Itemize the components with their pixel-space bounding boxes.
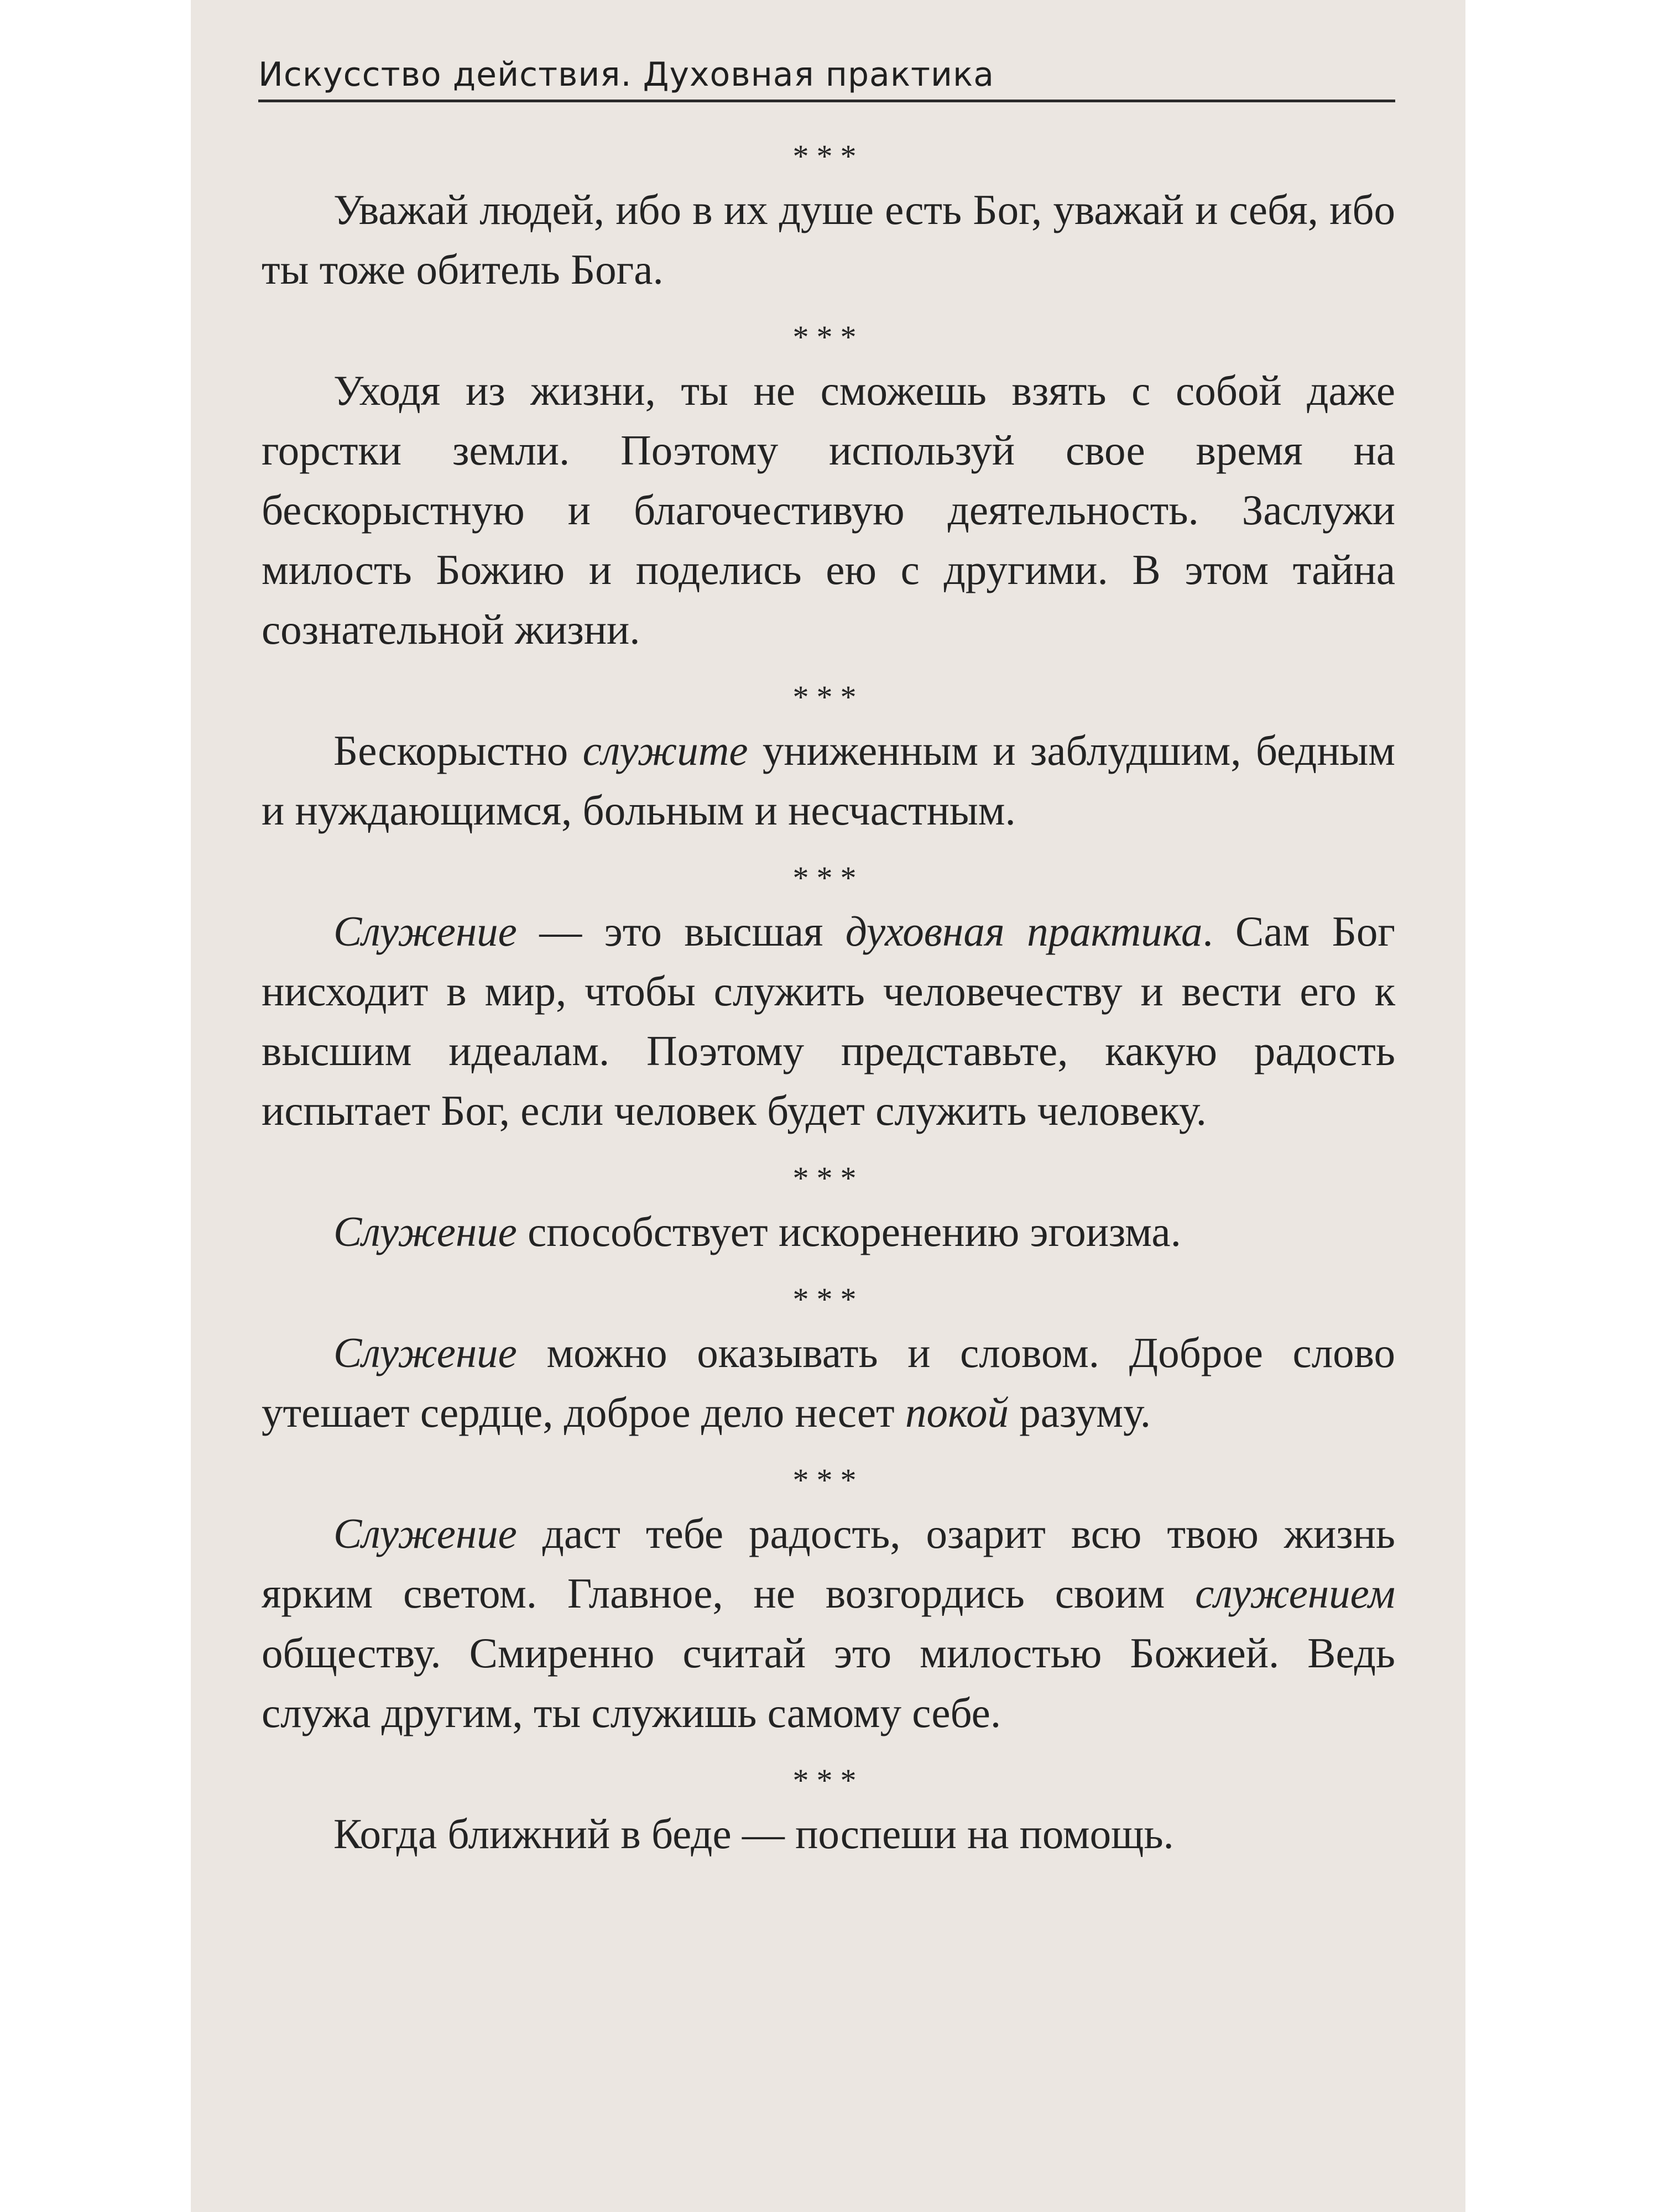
italic-emphasis: Служение — [333, 907, 517, 955]
italic-emphasis: Служение — [333, 1208, 517, 1255]
section-separator: *** — [792, 679, 864, 715]
section-separator: *** — [792, 138, 864, 174]
section-separator: *** — [792, 1281, 864, 1317]
book-page — [191, 0, 1465, 2212]
paragraph: Уважай людей, ибо в их душе есть Бог, уважай и себя, ибо ты тоже обитель Бога. — [262, 186, 1395, 293]
italic-emphasis: покой — [905, 1389, 1009, 1436]
paragraph: Служение — это высшая духовная практика. Сам Бог нисходит в мир, чтобы служить человечеству и вести его к высшим идеалам. Поэтому представьте, какую радость испытает Бог, если человек будет служить человеку. — [262, 907, 1395, 1134]
paragraph: Уходя из жизни, ты не сможешь взять с собой даже горстки земли. Поэтому используй свое время на бескорыстную и благочестивую деятельность. Заслужи милость Божию и поделись ею с другими. В этом тайна сознательной жизни. — [262, 367, 1395, 653]
section-separator: *** — [792, 1762, 864, 1798]
italic-emphasis: Служение — [333, 1510, 517, 1557]
paragraph: Служение способствует искоренению эгоизма. — [333, 1208, 1181, 1255]
paragraph: Когда ближний в беде — поспеши на помощь. — [333, 1810, 1174, 1858]
running-header — [258, 44, 1395, 102]
paragraph: Бескорыстно служите униженным и заблудшим, бедным и нуждающимся, больным и несчастным. — [262, 727, 1395, 834]
section-separator: *** — [792, 860, 864, 896]
paragraph: Служение можно оказывать и словом. Доброе слово утешает сердце, доброе дело несет покой разуму. — [262, 1329, 1395, 1436]
section-separator: *** — [792, 1462, 864, 1498]
italic-emphasis: Служение — [333, 1329, 517, 1376]
italic-emphasis: служением — [1195, 1569, 1395, 1617]
italic-emphasis: служите — [582, 727, 748, 774]
page-body — [262, 135, 1395, 1881]
paragraph: Служение даст тебе радость, озарит всю твою жизнь ярким светом. Главное, не возгордись своим служением обществу. Смиренно считай это милостью Божией. Ведь служа другим, ты служишь самому себе. — [262, 1510, 1395, 1736]
running-header-title: Искусство действия. Духовная практика — [258, 55, 995, 94]
section-separator: *** — [792, 319, 864, 355]
section-separator: *** — [792, 1160, 864, 1196]
italic-emphasis: духовная практика — [845, 907, 1203, 955]
